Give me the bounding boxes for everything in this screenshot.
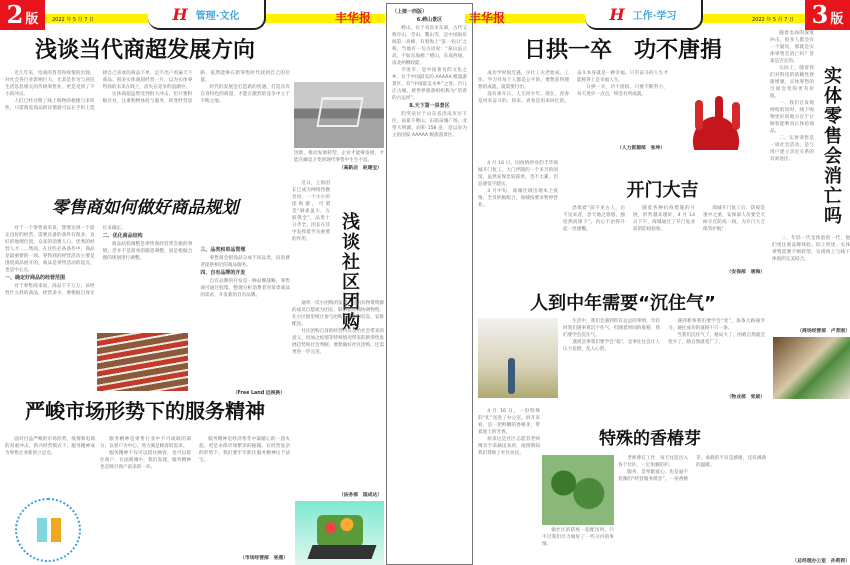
page-label: 版 <box>830 12 844 27</box>
paragraph: 随着各种抗疫措施的开展，形势越来越好，4 月 14 日下午，商城通过了开门复业前的防疫验收。 <box>633 206 695 232</box>
toona-sprouts-photo <box>542 455 614 525</box>
running-youth-illustration <box>670 92 762 150</box>
paragraph: 崂山，位于青岛市东部，古代又称牢山、劳山、鳌山等，是中国海岸线第一高峰，有着海上“第一名山”之称。当地有一句古语说：“泰山虽云高，不如东海崂。”崂山，东高西缓，南北两侧较陡。 <box>392 26 467 66</box>
section-tab-left <box>148 0 266 30</box>
grocery-basket-illustration <box>295 501 384 565</box>
paragraph: 近几年来，电商的普及和疫情的出现，对社会各行业影响巨大，尤其是作为与居民生活息息相关的传统零售业，更是受到了不小的冲击。 <box>5 71 95 97</box>
paragraph: 服务精神不仅可以留住顾客，也可以留住商户，在固商城中，我们发现，服务精神也是吸引商户前来的一环。 <box>100 451 191 470</box>
paragraph: 平度市，是中国著名的文化之乡。位于中国最美的 AAAAA 级旅游景区，有“中国最美水乡”之誉。台儿庄古城，被世界旅游组织称为“活着的古运河”。 <box>392 68 467 101</box>
paragraph: 三、年轻一代是体验的一代，他们更注重品牌体验。综上所述，实体零售需要不断转型，实现线上与线下体验的完美结合。 <box>772 236 850 262</box>
paragraph: 随着电商的深度冲击，很多人都会有一个疑问，那就是实体零售会消亡吗？答案是否定的。 <box>770 31 814 64</box>
section-name: 管理·文化 <box>195 10 240 22</box>
paragraph: 4 月 16 日，因疫情停业的丰华商城开门复工。大门伴随的一个多月的闭馆，虽然安保比较孤单，也不太累，但总感觉不踏实。 <box>478 161 558 187</box>
article-body <box>100 436 290 561</box>
page-number-badge-left <box>0 0 45 30</box>
paragraph: 商品结构调整是零售商经营常会做的事情，但并不是简单的随意调整，而是根据合理的规划进行调整。 <box>102 242 193 261</box>
paragraph: 服务精神是经济寒冬中最暖心的一团火焰，更是永保市场繁荣的秘籍。在经营复杂的形势下，我们要牢牢抓住服务精神这个法宝。 <box>199 437 290 463</box>
article-body <box>563 205 765 277</box>
paragraph: 3 月中旬，商城区域出现本土疫情，全员积极配合，商城按要求暂停营业。 <box>478 189 558 208</box>
page-number-badge-right <box>805 0 850 30</box>
paragraph: 恐惧着“前不见古人，后不见来者，念天地之悠悠，独怆然而涕下”。内心不由得升起一丝感慨。 <box>563 206 625 232</box>
shopping-photo <box>773 337 850 399</box>
paragraph: 遇到难事我们要学会“变”，条条大路通罗马，通往成功的道路不只一条。 <box>668 319 765 331</box>
article-body <box>563 318 765 400</box>
person-in-field-photo <box>478 318 558 398</box>
paragraph: 零售商会把商品分成不同品类，向消费者提供相近的商品服务。 <box>200 256 290 268</box>
article-title: 开门大吉 <box>626 180 699 201</box>
paragraph: 通常一次小团购的发起，是由有物资资源的成员自愿或为团长，联系供应商协调物资，在小区群里统计参与团购的人数和信息，安排配送。 <box>292 301 384 327</box>
paragraph: 一、我们在发现网购的同时，线下购物更好的地方在于让顾客能够真正体验商品。 <box>770 101 814 134</box>
byline: （法务部 国成达） <box>338 493 382 498</box>
paragraph: 当我们沉住气了，格局大了，困难自然就会变少了，路自然就宽广了。 <box>668 333 765 345</box>
paragraph: 生活中，我们会遇到所有总总的事情，年轻时我们遇事难沉不住气，但随着时间的推移，我们要学会沉住气。 <box>563 319 660 338</box>
section-tab-right <box>585 0 703 30</box>
article-title: 日拱一卒 功不唐捐 <box>523 38 722 63</box>
byline: （安保部 唐海） <box>726 270 765 275</box>
article-title: 特殊的香椿芽 <box>599 429 701 449</box>
paragraph: 4 月 16 日，一份特殊的“礼”送进了办公室。拆开来看，是一把鲜嫩的香椿芽，带着泥土的芳香。 <box>478 409 540 435</box>
subheading: 二、优化商品结构 <box>102 233 143 239</box>
issue-date-right: 2022 年 5 月 7 日 <box>752 17 795 23</box>
byline: （总经理办公室 孙莉莉） <box>792 559 850 564</box>
supermarket-shelf-photo <box>97 333 188 391</box>
subheading: 三、品类和单品管理 <box>200 247 246 253</box>
paragraph: 遇到急事我们要学会“稳”，急事往往会让人压力倍增，乱人心智。 <box>563 340 660 352</box>
paragraph: 商城开门复工后，防疫是重中之重，安保部人员要全天候守在防疫一线，为开门大吉保驾护航！ <box>703 206 765 232</box>
byline: （高新店 赵建宝） <box>338 166 382 171</box>
article-body <box>478 160 558 290</box>
byline: （商场经营部 卢育刚） <box>797 329 850 334</box>
section-name: 工作·学习 <box>632 10 677 22</box>
newspaper-name: 丰华报 <box>335 11 372 25</box>
subheading: 一、确定好商品的经营范围 <box>5 275 66 281</box>
subheading: 6.崂山景区 <box>416 17 443 23</box>
paragraph: 人们已经习惯了线上购物的便捷与多样性，只需阅览商品的详情就可以在手机上选择自己喜欢的商品下单，足不出户看遍天下商品。很多实体商超经营一片，以为实体零售商的未来在线上，消失在竞争的浪潮中。 <box>5 71 193 111</box>
newspaper-name: 丰华报 <box>469 11 506 25</box>
paragraph: 原来这是社区志愿者老师傅亲手采摘送来的，疫情期间我们帮助了社区居民。 <box>478 437 540 456</box>
article-body <box>478 70 668 150</box>
article-title: 严峻市场形势下的服务精神 <box>25 399 265 423</box>
paragraph: 成功学时间光遇，少壮工夫老始成。工作、学习对每个人都是公平的，要想获得理想的成就，就需要付出。 <box>478 71 569 90</box>
service-icons-illustration <box>15 498 81 562</box>
byline: （市场经营部 张燕） <box>240 556 288 561</box>
paragraph: 服务精神是零售行业中不可或缺的部分，以客户为中心，努力满足顾客的需求。 <box>100 437 191 449</box>
paragraph: 趵突泉位于山东省济南市历下区，南靠千佛山，东临泉城广场，北望大明湖，面积 158 亩，是以泉为主的国家 AAAAA 级旅游景区。 <box>392 112 467 138</box>
paragraph: 实际上，随着我们对科技的依赖性逐渐增强，实体零售的空间会变得更有价值。 <box>770 66 814 99</box>
paragraph: 社区团购自身的经营特点及给社会带来的意义，再加之疫情等特殊情况带来的新零售发展趋势和社会判断，要想做好社区团购，还需更进一步完善。 <box>292 329 384 355</box>
article-body <box>618 455 766 565</box>
byline: （Free Land 远视换） <box>232 391 285 396</box>
page-number: 2 <box>6 0 24 29</box>
byline: （人力资源部 张坤） <box>617 146 665 151</box>
newspaper-logo-icon: H <box>172 4 188 24</box>
paragraph: 实体商超虽然受到很大冲击，但只要积极应对，注重购物体验与服务，转变经营思路，依然能够在新零售时代找到自己的位置。 <box>102 71 290 104</box>
paragraph: 对于零售商来说，商品千千万万，该经营什么样的商品，经营多少，要根据自身定位来确定。 <box>5 226 126 296</box>
article-title: 浅谈社区团购 <box>339 212 360 332</box>
shopping-cart-photo <box>294 82 384 148</box>
article-title: 实体零售会消亡吗 <box>821 66 842 226</box>
article-body <box>292 180 330 300</box>
paragraph: 日拱一卒，功不唐捐。只要不断努力，每天进步一点点，终会有所成就。 <box>577 85 668 97</box>
article-title: 浅谈当代商超发展方向 <box>34 38 255 63</box>
page-label: 版 <box>25 12 39 27</box>
article-body <box>542 527 614 565</box>
article-title: 零售商如何做好商品规划 <box>51 198 239 218</box>
paragraph: 面对目益严峻的市场形势，疫情和电商的双重冲击，新兴经营模式下，服务精神成为零售企业新的立足点。 <box>5 437 95 456</box>
paragraph: 二、实体零售是一项社会活动，是与用户建立亲近关系的有效途径。 <box>770 136 814 162</box>
scenic-spots-column <box>386 3 473 565</box>
subheading: 8.天下第一泉景区 <box>409 103 450 109</box>
article-body <box>5 436 95 491</box>
paragraph: 没有索开日，人无再少年。现在，青春是用来奋斗的；将来，青春是用来回忆的。奋斗本身就是一种幸福。只有奋斗的人生才能称得上是幸福人生。 <box>478 71 668 104</box>
photo-caption: 创新，推动发展转型，企业才能够发展，才能在瞬息万变的现代零售中生生不息。 <box>294 151 384 163</box>
paragraph: 老师傅在工作，每天往返出入各个社区，一定加强防护。 <box>618 456 688 468</box>
subheading: 四、自有品牌的开发 <box>200 270 246 276</box>
article-title: 人到中年需要“沉住气” <box>530 293 716 314</box>
article-body <box>292 300 384 490</box>
paragraph: 服务，是奉献爱心，也是毫不犹豫的“经营服务理念”。一份香椿芽，承载的不仅是感谢，还有满满的温暖。 <box>618 456 766 482</box>
newspaper-logo-icon: H <box>609 4 625 24</box>
paragraph: 做社区的防疫一起配送时，只不过我们尽力做好了一些分内的事情。 <box>542 528 614 547</box>
byline: （物业部 张斌） <box>726 395 765 400</box>
issue-date-left: 2022 年 5 月 7 日 <box>52 17 95 23</box>
article-body <box>478 408 540 565</box>
continuation-note: （上接一西版） <box>392 9 428 15</box>
paragraph: 对于一个零售商来说，想要达到一个稳定良好的经营，需要具备的条件有很多，良好的地理位置、众多的消费人口、优秀的经营人才……然而，在这些必备条件中，商品是最重要的一项。零售商的经营活动主要是围绕商品展开的，商品是零售活动的起点，也是中心点。 <box>5 226 95 273</box>
paragraph: 近日，上海团长已成为网络热搜名词，一个小小的团购群，可谓是“麻雀虽小，五脏俱全”，品类十分齐全。团长在其中发挥着至关重要的作用。 <box>292 181 330 242</box>
page-number: 3 <box>811 0 829 29</box>
article-body <box>5 70 290 152</box>
paragraph: 自有品牌的开发是一种品牌战略，零售商可通过收集、整理分析消费者对某类商品的需求，开发新的自有品牌。 <box>200 279 290 298</box>
article-body <box>772 235 850 333</box>
paragraph: 时代的发展会打造新的机遇，打造具有自身特色的商超，才能在激烈的竞争中立于不败之地。 <box>200 85 290 104</box>
